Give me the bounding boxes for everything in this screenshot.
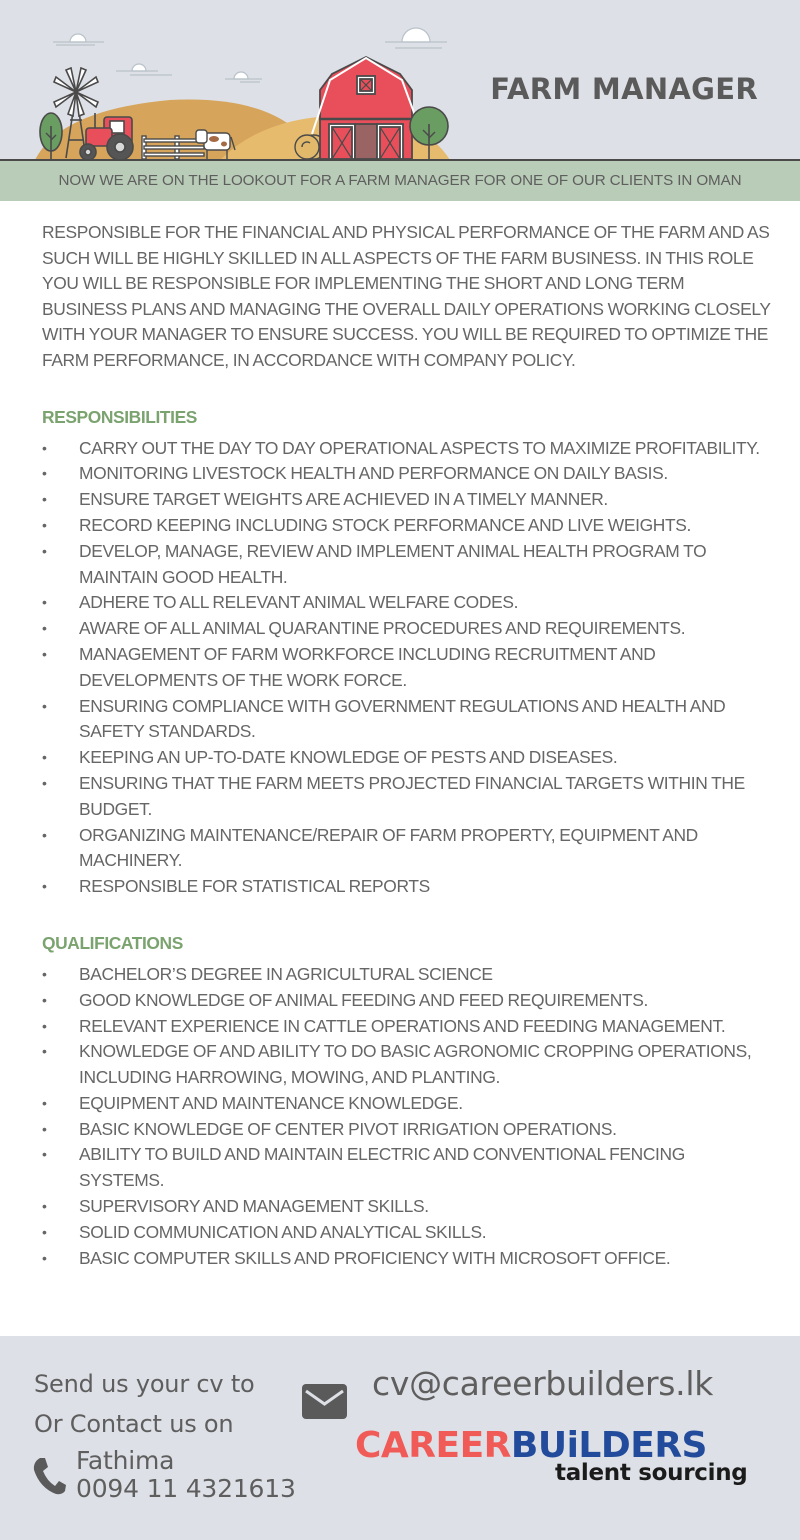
contact-footer [0, 1336, 800, 1540]
bullet-icon: • [42, 965, 47, 982]
list-item: • SOLID COMMUNICATION AND ANALYTICAL SKILLS. [42, 1220, 772, 1246]
bullet-icon: • [42, 1043, 47, 1060]
bullet-icon: • [42, 1198, 47, 1215]
list-item: • GOOD KNOWLEDGE OF ANIMAL FEEDING AND FEED REQUIREMENTS. [42, 988, 772, 1014]
contact-name: Fathima [76, 1446, 175, 1475]
list-item: • ENSURING THAT THE FARM MEETS PROJECTED FINANCIAL TARGETS WITHIN THE BUDGET. [42, 772, 745, 819]
list-item: • AWARE OF ALL ANIMAL QUARANTINE PROCEDURES AND REQUIREMENTS. [42, 616, 772, 642]
logo-builders: BUiLDERS [510, 1425, 707, 1466]
bullet-icon: • [42, 594, 47, 611]
bullet-icon: • [42, 878, 47, 895]
qualifications-heading: QUALIFICATIONS [42, 932, 183, 953]
bullet-icon: • [42, 697, 47, 714]
header-illustration [0, 0, 800, 160]
bullet-icon: • [42, 491, 47, 508]
list-item: • ABILITY TO BUILD AND MAINTAIN ELECTRIC AND CONVENTIONAL FENCING SYSTEMS. [42, 1144, 685, 1191]
responsibilities-heading: RESPONSIBILITIES [42, 406, 197, 427]
list-item: • RECORD KEEPING INCLUDING STOCK PERFORMANCE AND LIVE WEIGHTS. [42, 513, 772, 539]
bullet-icon: • [42, 991, 47, 1008]
cloud-icon [116, 64, 172, 75]
list-item: • KNOWLEDGE OF AND ABILITY TO DO BASIC AGRONOMIC CROPPING OPERATIONS, INCLUDING HARROWING, MOWING, AND PLANTING. [42, 1041, 752, 1088]
banner-text: NOW WE ARE ON THE LOOKOUT FOR A FARM MANAGER FOR ONE OF OUR CLIENTS IN OMAN [58, 172, 742, 189]
cloud-icon [53, 34, 104, 45]
email-link[interactable]: cv@careerbuilders.lk [372, 1364, 714, 1403]
announcement-banner [0, 159, 800, 201]
list-item: • BASIC COMPUTER SKILLS AND PROFICIENCY WITH MICROSOFT OFFICE. [42, 1246, 772, 1272]
list-item: • KEEPING AN UP-TO-DATE KNOWLEDGE OF PESTS AND DISEASES. [42, 745, 772, 771]
list-item: • ADHERE TO ALL RELEVANT ANIMAL WELFARE CODES. [42, 590, 772, 616]
bullet-icon: • [42, 542, 47, 559]
list-item: • MANAGEMENT OF FARM WORKFORCE INCLUDING RECRUITMENT AND DEVELOPMENTS OF THE WORK FORCE. [42, 643, 656, 690]
list-item: • RELEVANT EXPERIENCE IN CATTLE OPERATIONS AND FEEDING MANAGEMENT. [42, 1014, 772, 1040]
bullet-icon: • [42, 1120, 47, 1137]
list-item: • SUPERVISORY AND MANAGEMENT SKILLS. [42, 1194, 772, 1220]
list-item: • ORGANIZING MAINTENANCE/REPAIR OF FARM PROPERTY, EQUIPMENT AND MACHINERY. [42, 824, 698, 871]
bullet-icon: • [42, 774, 47, 791]
bullet-icon: • [42, 465, 47, 482]
logo-career: CAREER [355, 1425, 511, 1466]
send-cv-label: Send us your cv to [34, 1370, 255, 1398]
bullet-icon: • [42, 1249, 47, 1266]
bullet-icon: • [42, 1094, 47, 1111]
bullet-icon: • [42, 1017, 47, 1034]
envelope-icon [302, 1384, 347, 1419]
bullet-icon: • [42, 1146, 47, 1163]
job-title: FARM MANAGER [490, 72, 758, 106]
list-item: • ENSURING COMPLIANCE WITH GOVERNMENT REGULATIONS AND HEALTH AND SAFETY STANDARDS. [42, 695, 726, 742]
qualifications-list [42, 962, 772, 1272]
intro-paragraph: RESPONSIBLE FOR THE FINANCIAL AND PHYSICAL PERFORMANCE OF THE FARM AND AS SUCH WILL BE HIGHLY SKILLED IN ALL ASPECTS OF THE FARM BUSINESS. IN THIS ROLE YOU WILL BE RESPONSIBLE FOR IMPLEMENTING THE SHORT AND LONG TERM BUSINESS PLANS AND MANAGING THE OVERALL DAILY OPERATIONS WORKING CLOSELY WITH YOUR MANAGER TO ENSURE SUCCESS. YOU WILL BE REQUIRED TO OPTIMIZE THE FARM PERFORMANCE, IN ACCORDANCE WITH COMPANY POLICY. [42, 222, 771, 370]
list-item: • MONITORING LIVESTOCK HEALTH AND PERFORMANCE ON DAILY BASIS. [42, 461, 772, 487]
logo-tagline: talent sourcing [555, 1460, 748, 1486]
careerbuilders-logo [355, 1426, 765, 1496]
list-item: • BACHELOR’S DEGREE IN AGRICULTURAL SCIENCE [42, 962, 772, 988]
barn-icon [312, 57, 416, 159]
cloud-icon [225, 72, 262, 82]
bullet-icon: • [42, 516, 47, 533]
phone-icon [32, 1456, 67, 1496]
contact-phone[interactable]: 0094 11 4321613 [76, 1474, 296, 1503]
list-item: • CARRY OUT THE DAY TO DAY OPERATIONAL ASPECTS TO MAXIMIZE PROFITABILITY. [42, 436, 772, 462]
bullet-icon: • [42, 620, 47, 637]
cloud-icon [385, 28, 447, 48]
list-item: • ENSURE TARGET WEIGHTS ARE ACHIEVED IN A TIMELY MANNER. [42, 487, 772, 513]
contact-label: Or Contact us on [34, 1410, 234, 1438]
list-item: • DEVELOP, MANAGE, REVIEW AND IMPLEMENT ANIMAL HEALTH PROGRAM TO MAINTAIN GOOD HEALTH. [42, 540, 707, 587]
bullet-icon: • [42, 645, 47, 662]
list-item: • EQUIPMENT AND MAINTENANCE KNOWLEDGE. [42, 1091, 772, 1117]
responsibilities-list [42, 436, 772, 900]
bullet-icon: • [42, 1223, 47, 1240]
list-item: • BASIC KNOWLEDGE OF CENTER PIVOT IRRIGATION OPERATIONS. [42, 1117, 772, 1143]
fence-icon [142, 136, 204, 159]
bullet-icon: • [42, 749, 47, 766]
job-description [42, 220, 772, 1271]
bullet-icon: • [42, 826, 47, 843]
list-item: • RESPONSIBLE FOR STATISTICAL REPORTS [42, 874, 772, 900]
bullet-icon: • [42, 439, 47, 456]
